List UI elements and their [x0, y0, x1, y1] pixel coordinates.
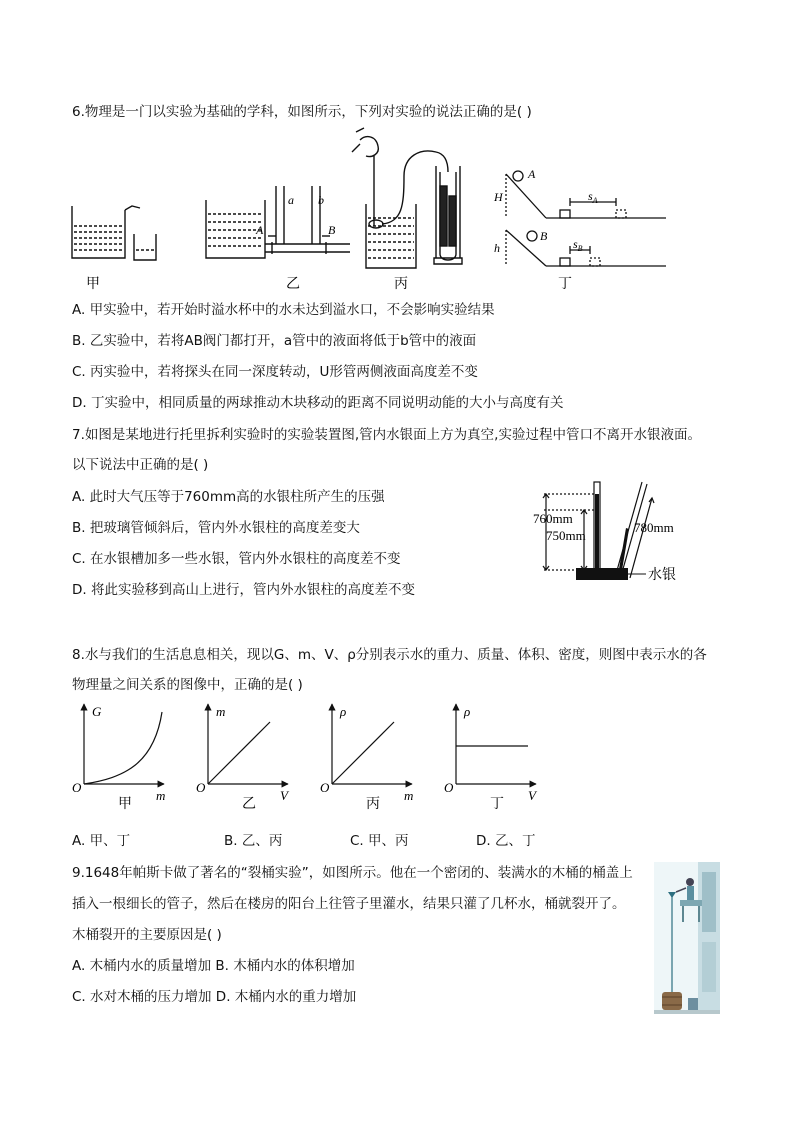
fig-label-tube-a: a — [288, 193, 294, 207]
fig-bing-pressure-gauge — [352, 128, 462, 268]
fig-label-jia: 甲 — [86, 277, 100, 292]
label-780mm: 780mm — [634, 520, 674, 535]
q9-pascal-barrel-figure — [654, 862, 720, 1014]
fig-label-height-h: h — [494, 241, 500, 255]
q6-option-a: A. 甲实验中，若开始时溢水杯中的水未达到溢水口，不会影响实验结果 — [72, 302, 495, 318]
fig-label-sB: $s_B$ — [573, 237, 583, 253]
origin-label: O — [444, 780, 454, 795]
q7-option-b: B. 把玻璃管倾斜后，管内外水银柱的高度差变大 — [72, 520, 360, 536]
fig-label-sA: $s_A$ — [588, 189, 598, 205]
fig-label-bing: 丙 — [394, 277, 408, 292]
origin-label: O — [72, 780, 82, 795]
graph-name: 丁 — [490, 797, 504, 812]
y-axis-label: ρ — [340, 704, 347, 719]
q8-option-b: B. 乙、丙 — [224, 833, 283, 849]
q9-options-line2: C. 水对木桶的压力增加 D. 木桶内水的重力增加 — [72, 989, 357, 1005]
x-axis-label: m — [404, 788, 414, 803]
q8-options — [72, 831, 535, 851]
q8-stem-line2: 物理量之间关系的图像中，正确的是( ) — [72, 677, 303, 693]
y-axis-label: G — [92, 704, 102, 719]
x-axis-label: V — [528, 788, 536, 803]
q8-stem-line1: 8.水与我们的生活息息相关，现以G、m、V、ρ分别表示水的重力、质量、体积、密度，则图中表示水的各 — [72, 647, 707, 663]
graph-name: 乙 — [242, 797, 256, 812]
fig-label-tube-b: b — [318, 193, 324, 207]
fig-yi-connected-vessels — [206, 186, 350, 258]
label-mercury: 水银 — [648, 568, 676, 583]
q9-stem-line2: 插入一根细长的管子，然后在楼房的阳台上往管子里灌水，结果只灌了几杯水，桶就裂开了。 — [72, 896, 626, 912]
fig-ding-ramp-experiment — [506, 171, 666, 266]
fig-label-height-H: H — [494, 190, 503, 204]
q7-option-c: C. 在水银槽加多一些水银，管内外水银柱的高度差不变 — [72, 551, 401, 567]
q8-graphs — [64, 700, 554, 818]
q6-figure — [60, 126, 680, 296]
graph-3 — [320, 704, 413, 812]
q8-option-a: A. 甲、丁 — [72, 833, 131, 849]
graph-name: 甲 — [118, 797, 132, 812]
fig-label-yi: 乙 — [286, 277, 300, 292]
q7-option-a: A. 此时大气压等于760mm高的水银柱所产生的压强 — [72, 489, 385, 505]
x-axis-label: V — [280, 788, 288, 803]
graph-curve — [208, 722, 270, 784]
fig-label-valve-B: B — [328, 223, 336, 237]
q7-option-d: D. 将此实验移到高山上进行，管内外水银柱的高度差不变 — [72, 582, 415, 598]
q9-options-line1: A. 木桶内水的质量增加 B. 木桶内水的体积增加 — [72, 958, 355, 974]
q8-option-c: C. 甲、丙 — [350, 833, 409, 849]
fig-label-ball-B: B — [540, 229, 548, 243]
q7-torricelli-figure — [530, 478, 700, 588]
y-axis-label: m — [216, 704, 226, 719]
q9-stem-line3: 木桶裂开的主要原因是( ) — [72, 927, 222, 943]
fig-label-ball-A: A — [528, 167, 536, 181]
q7-stem-line2: 以下说法中正确的是( ) — [72, 457, 209, 473]
fig-label-ding: 丁 — [558, 277, 572, 292]
graph-curve — [84, 712, 162, 784]
x-axis-label: m — [156, 788, 166, 803]
fig-jia-overflow-cup — [72, 206, 156, 260]
q6-stem: 6.物理是一门以实验为基础的学科，如图所示，下列对实验的说法正确的是( ) — [72, 104, 532, 120]
origin-label: O — [196, 780, 206, 795]
label-750mm: 750mm — [546, 528, 586, 543]
graph-2 — [196, 704, 290, 812]
graph-name: 丙 — [366, 797, 380, 812]
graph-curve — [332, 722, 394, 784]
q9-stem-line1: 9.1648年帕斯卡做了著名的“裂桶实验”，如图所示。他在一个密闭的、装满水的木桶的桶盖上 — [72, 865, 633, 881]
graph-1 — [72, 704, 165, 812]
origin-label: O — [320, 780, 330, 795]
fig-label-valve-A: A — [256, 223, 264, 237]
q7-stem-line1: 7.如图是某地进行托里拆利实验时的实验装置图,管内水银面上方为真空,实验过程中管口不离开水银液面。 — [72, 427, 701, 443]
graph-4 — [444, 704, 538, 812]
y-axis-label: ρ — [464, 704, 471, 719]
q8-option-d: D. 乙、丁 — [476, 833, 536, 849]
q6-option-d: D. 丁实验中，相同质量的两球推动木块移动的距离不同说明动能的大小与高度有关 — [72, 395, 564, 411]
q6-option-c: C. 丙实验中，若将探头在同一深度转动，U形管两侧液面高度差不变 — [72, 364, 478, 380]
q6-option-b: B. 乙实验中，若将AB阀门都打开，a管中的液面将低于b管中的液面 — [72, 333, 477, 349]
label-760mm: 760mm — [533, 511, 573, 526]
